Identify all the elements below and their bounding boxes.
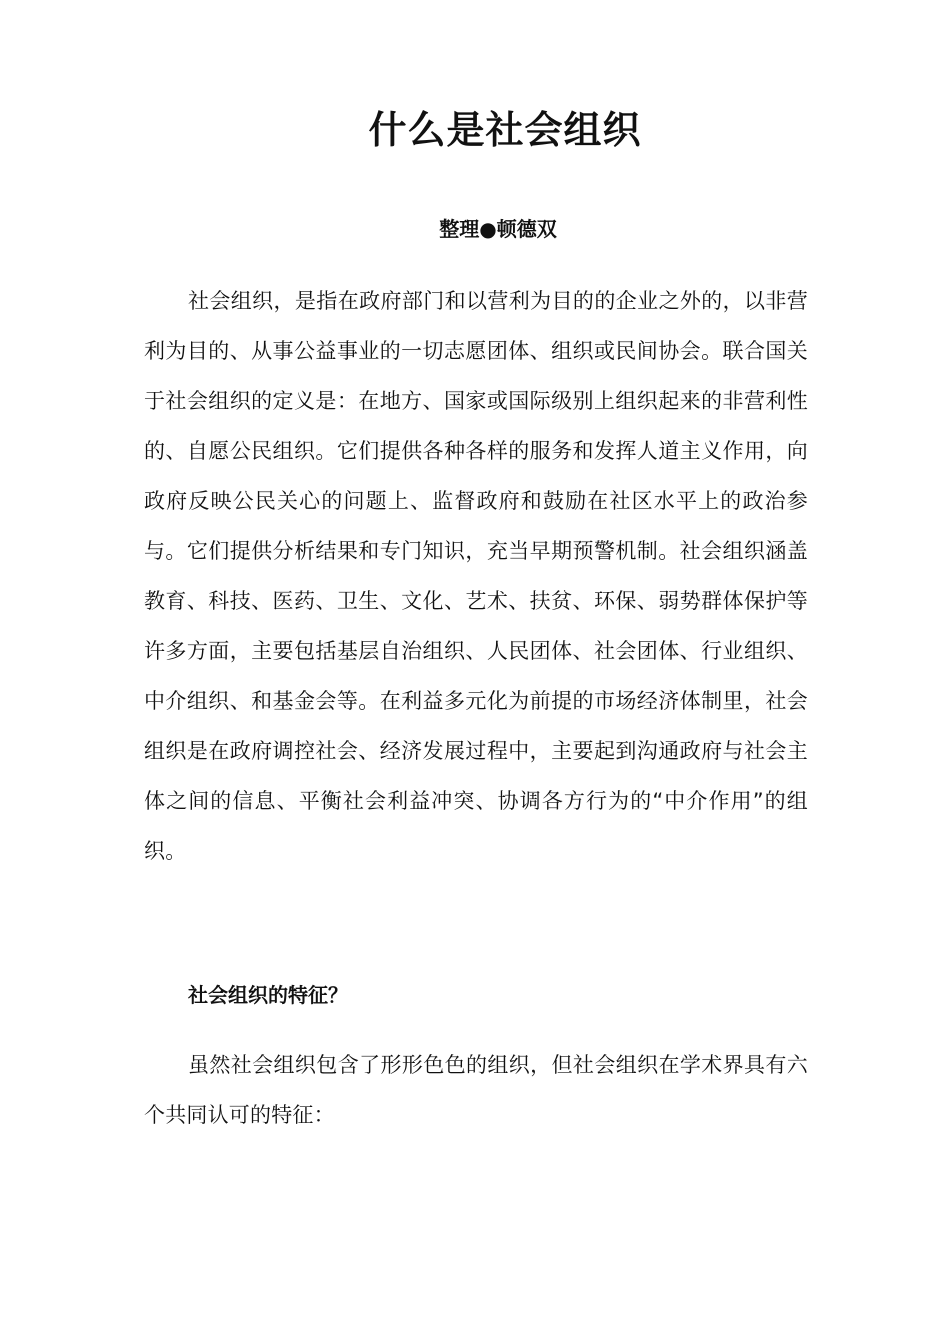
document-author: 整理●顿德双 bbox=[439, 217, 557, 241]
intro-paragraph: 社会组织，是指在政府部门和以营利为目的的企业之外的，以非营利为目的、从事公益事业的一切志愿团体、组织或民间协会。联合国关于社会组织的定义是：在地方、国家或国际级别上组织起来的非营利性的、自愿公民组织。它们提供各种各样的服务和发挥人道主义作用，向政府反映公民关心的问题上、监督政府和鼓励在社区水平上的政治参与。它们提供分析结果和专门知识，充当早期预警机制。社会组织涵盖教育、科技、医药、卫生、文化、艺术、扶贫、环保、弱势群体保护等许多方面，主要包括基层自治组织、人民团体、社会团体、行业组织、中介组织、和基金会等。在利益多元化为前提的市场经济体制里，社会组织是在政府调控社会、经济发展过程中，主要起到沟通政府与社会主体之间的信息、平衡社会利益冲突、协调各方行为的“中介作用”的组织。 bbox=[144, 289, 808, 863]
section-heading: 社会组织的特征？ bbox=[188, 983, 348, 1007]
section-paragraph: 虽然社会组织包含了形形色色的组织，但社会组织在学术界具有六个共同认可的特征： bbox=[144, 1053, 808, 1127]
document-title: 什么是社会组织 bbox=[368, 108, 642, 152]
